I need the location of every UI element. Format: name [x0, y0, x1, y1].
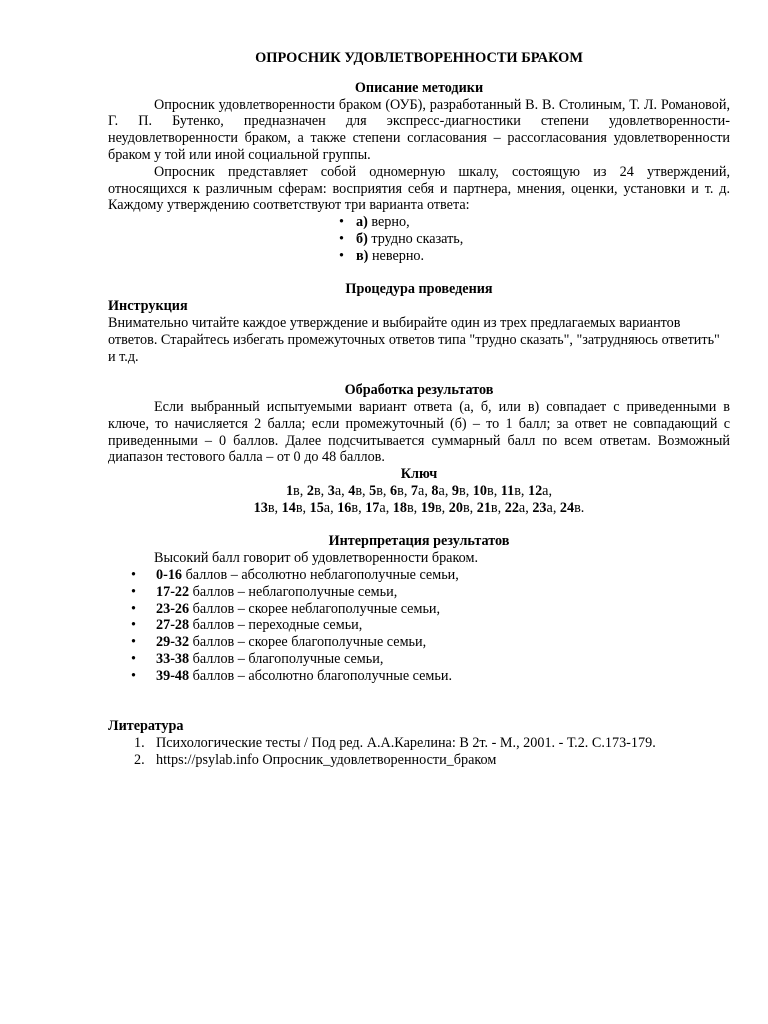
bullet-icon: •	[131, 583, 136, 600]
description-paragraph-2: Опросник представляет собой одномерную шкалу, состоящую из 24 утверждений, относящихся к различным сферам: восприятия себя и партнера, мнения, оценки, установки и т. д. Каждому утверждению соответствуют три варианта ответа:	[108, 163, 730, 214]
key-entry: 1в	[285, 482, 300, 499]
literature-list	[108, 735, 730, 769]
interpretation-item: • 0-16 баллов – абсолютно неблагополучные семьи,	[131, 566, 459, 583]
answer-option: • а) верно,	[339, 214, 410, 231]
answer-option: • б) трудно сказать,	[339, 230, 464, 247]
key-entry: 20в	[448, 499, 470, 516]
key-entry: 3а	[327, 482, 342, 499]
key-entry: 10в	[472, 482, 494, 499]
processing-heading: Обработка результатов	[344, 382, 494, 399]
key-entry: 8а	[431, 482, 445, 499]
literature-link[interactable]: https://psylab.info Опросник_удовлетворенности_браком	[156, 751, 497, 768]
bullet-icon: •	[131, 566, 136, 583]
literature-heading: Литература	[108, 718, 184, 735]
literature-item: 2. https://psylab.info Опросник_удовлетворенности_браком	[134, 751, 497, 768]
key-entry: 2в	[306, 482, 321, 499]
key-entry: 13в	[253, 499, 275, 516]
description-paragraph-1: Опросник удовлетворенности браком (ОУБ), разработанный В. В. Столиным, Т. Л. Романовой, Г. П. Бутенко, предназначен для экспресс-диагностики степени удовлетворенности-неудовлетворенности браком, а также степени согласования – рассогласования удовлетворенности браком у той или иной социальной группы.	[108, 96, 730, 163]
key-entry: 17а	[365, 499, 386, 516]
interpretation-item: • 29-32 баллов – скорее благополучные семьи,	[131, 634, 427, 651]
key-entry: 7а	[410, 482, 425, 499]
key-entry: 5в	[369, 482, 383, 499]
bullet-icon: •	[339, 214, 344, 231]
interpretation-item: • 17-22 баллов – неблагополучные семьи,	[131, 583, 398, 600]
key-entry: 14в	[281, 499, 303, 516]
document-page	[108, 50, 730, 768]
key-entry: 15а	[309, 499, 331, 516]
key-heading: Ключ	[400, 466, 438, 483]
document-title: ОПРОСНИК УДОВЛЕТВОРЕННОСТИ БРАКОМ	[255, 50, 583, 66]
key-entry: 6в	[390, 482, 404, 499]
procedure-heading: Процедура проведения	[345, 281, 493, 298]
literature-item: 1. Психологические тесты / Под ред. А.А.Карелина: В 2т. - М., 2001. - Т.2. С.173-179.	[134, 734, 656, 751]
answer-option: • в) неверно.	[339, 247, 425, 264]
key-line-2: 13в, 14в, 15а, 16в, 17а, 18в, 19в, 20в, 21в, 22а, 23а, 24в.	[253, 499, 585, 516]
interpretation-intro: Высокий балл говорит об удовлетворенности браком.	[154, 550, 478, 567]
bullet-icon: •	[131, 667, 136, 684]
key-entry: 18в	[392, 499, 414, 516]
key-entry: 11в	[500, 482, 521, 499]
key-entry: 4в	[348, 482, 363, 499]
bullet-icon: •	[131, 650, 136, 667]
interpretation-item: • 39-48 баллов – абсолютно благополучные семьи.	[131, 667, 453, 684]
key-entry: 9в	[451, 482, 466, 499]
bullet-icon: •	[131, 600, 136, 617]
key-entry: 23а	[532, 499, 553, 516]
bullet-icon: •	[131, 634, 136, 651]
key-entry: 12а	[527, 482, 549, 499]
interpretation-list	[108, 567, 730, 685]
interpretation-heading: Интерпретация результатов	[328, 533, 510, 550]
bullet-icon: •	[339, 247, 344, 264]
interpretation-item: • 33-38 баллов – благополучные семьи,	[131, 650, 384, 667]
instruction-heading: Инструкция	[108, 298, 188, 315]
key-entry: 21в	[476, 499, 498, 516]
description-heading: Описание методики	[354, 79, 484, 96]
instruction-text: Внимательно читайте каждое утверждение и выбирайте один из трех предлагаемых вариантов ответов. Старайтесь избегать промежуточных ответов типа "трудно сказать", "затрудняюсь ответить" и т.д.	[108, 314, 720, 365]
interpretation-item: • 23-26 баллов – скорее неблагополучные семьи,	[131, 600, 441, 617]
interpretation-item: • 27-28 баллов – переходные семьи,	[131, 617, 363, 634]
processing-text: Если выбранный испытуемыми вариант ответа (а, б, или в) совпадает с приведенными в ключе, то начисляется 2 балла; если промежуточный (б) – то 1 балл; за ответ не совпадающий с приведенными – 0 баллов. Далее подсчитывается суммарный балл по всем ответам. Возможный диапазон тестового балла – от 0 до 48 баллов.	[108, 398, 730, 466]
key-line-1: 1в, 2в, 3а, 4в, 5в, 6в, 7а, 8а, 9в, 10в, 11в, 12а,	[285, 482, 553, 499]
key-entry: 24в	[559, 499, 581, 516]
bullet-icon: •	[131, 617, 136, 634]
bullet-icon: •	[339, 230, 344, 247]
key-entry: 16в	[337, 499, 359, 516]
key-entry: 22а	[504, 499, 526, 516]
key-entry: 19в	[420, 499, 442, 516]
answer-options-list	[108, 214, 730, 264]
